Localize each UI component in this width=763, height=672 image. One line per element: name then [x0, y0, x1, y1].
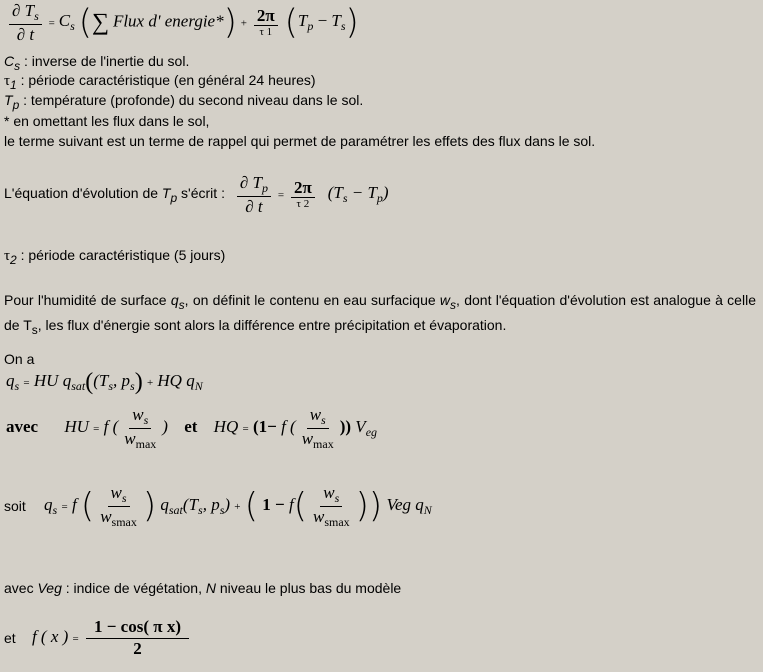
- equation-soit: soit $q_s = f$ ( $\frac{w_s}{w_{smax}}$ ) $q_{sat}(T_s$, $p_s$) + ( 1 − f( $\frac{w_s}{w_{smax}}$ )) Veg $q_N$: [4, 483, 432, 529]
- equation-tp: L'équation d'évolution de Tp s'écrit : $\frac{\partial T_p}{\partial t}$ = $\frac{2\pi}{\tau 2}$ $(T_s - T_p)$: [4, 173, 389, 216]
- fraction-cos: $\frac{\text{1 − cos( π x)}}{2}$: [86, 618, 189, 658]
- sum-symbol: ∑: [91, 9, 110, 36]
- fraction-ws-wsmax: $\frac{w_s}{w_{smax}}$: [100, 483, 137, 529]
- equation-ts: $\frac{\partial T_s}{\partial t}$ = $C_s$ (∑ Flux d' energie*) + $\frac{2\pi}{\tau 1}$ $(T_p - T_s)$: [6, 2, 359, 43]
- def-cs: Cs : inverse de l'inertie du sol.: [4, 53, 190, 73]
- fraction-dts-dt: $\frac{\partial T_s}{\partial t}$: [9, 2, 42, 43]
- def-tp: Tp : température (profonde) du second niveau dans le sol.: [4, 92, 364, 112]
- equation-qs: $q_s$ = HU $q_{sat}((T_s$, $p_s$) + HQ $q_N$: [6, 369, 203, 395]
- equation-avec: avec HU = f ( $\frac{w_s}{w_{max}}$ ) et HQ = (1− f ( $\frac{w_s}{w_{max}}$ )) $V_{eg}$: [6, 405, 378, 451]
- rappel-line: le terme suivant est un terme de rappel qui permet de paramétrer les effets des flux dans le sol.: [4, 133, 596, 149]
- veg-definition: avec Veg : indice de végétation, N niveau le plus bas du modèle: [4, 580, 402, 596]
- def-tau1: τ1 : période caractéristique (en général 24 heures): [4, 72, 316, 92]
- equation-f: et f ( x ) = $\frac{\text{1 − cos( π x)}}{2}$: [4, 618, 192, 658]
- humidity-paragraph: Pour l'humidité de surface qs, on définit le contenu en eau surfacique ws, dont l'équation d'évolution est analogue à celle de Ts, les flux d'énergie sont alors la différence entre précipitation et évaporation.: [4, 292, 756, 337]
- on-a-label: On a: [4, 351, 35, 367]
- fraction-ws-wmax-2: $\frac{w_s}{w_{max}}$: [301, 405, 334, 451]
- fraction-2pi-tau2: $\frac{2\pi}{\tau 2}$: [291, 179, 315, 211]
- fraction-ws-wsmax-2: $\frac{w_s}{w_{smax}}$: [312, 483, 350, 529]
- def-tau2: τ2 : période caractéristique (5 jours): [4, 247, 226, 267]
- fraction-ws-wmax: $\frac{w_s}{w_{max}}$: [124, 405, 157, 451]
- star-line: * en omettant les flux dans le sol,: [4, 113, 210, 129]
- fraction-2pi-tau1: $\frac{2\pi}{\tau 1}$: [254, 7, 278, 39]
- fraction-dtp-dt: $\frac{\partial T_p}{\partial t}$: [237, 174, 271, 215]
